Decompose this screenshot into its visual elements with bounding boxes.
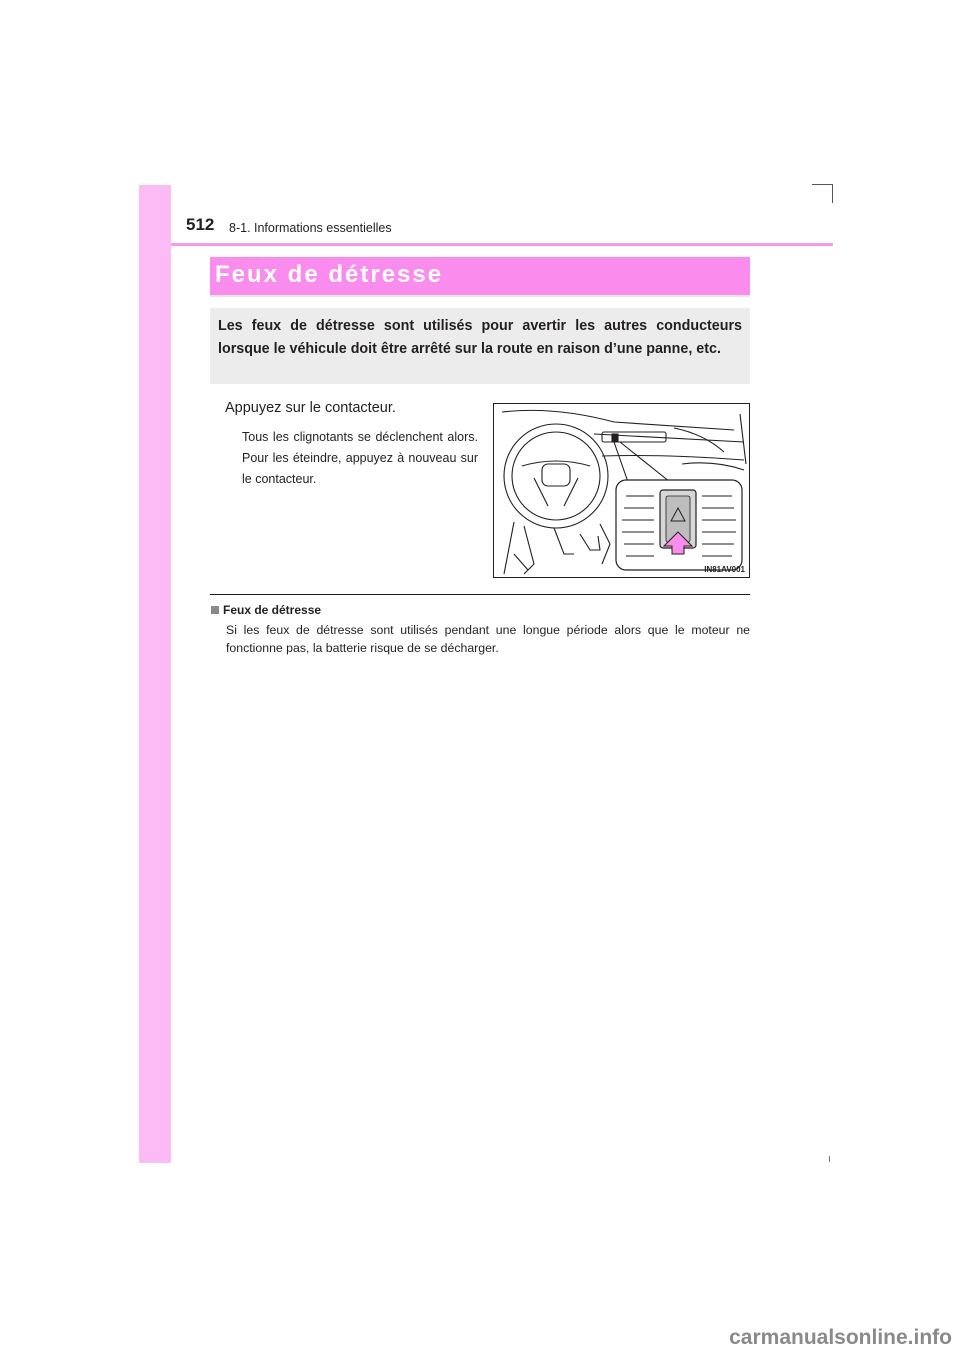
crop-tick (829, 1156, 830, 1162)
intro-box (210, 308, 750, 384)
note-heading-text: Feux de détresse (223, 603, 322, 617)
side-color-band (139, 185, 171, 1163)
note-divider (210, 594, 750, 595)
page-title: Feux de détresse (215, 261, 444, 288)
header-rule (171, 243, 833, 246)
illustration-code: IN81AV001 (704, 565, 745, 574)
intro-text: Les feux de détresse sont utilisés pour avertir les autres conducteurs lorsque le véhicule doit être arrêté sur la route en raison d’une panne, etc. (218, 318, 742, 357)
crop-mark (812, 184, 833, 203)
watermark: carmanualsonline.info (729, 1326, 952, 1349)
dashboard-drawing (494, 404, 749, 577)
title-bar (210, 257, 750, 295)
step-instruction: Appuyez sur le contacteur. (225, 400, 396, 416)
square-bullet-icon (211, 606, 219, 614)
section-label: 8-1. Informations essentielles (229, 221, 392, 235)
note-text: Si les feux de détresse sont utilisés pendant une longue période alors que le moteur ne fonctionne pas, la batterie risque de se décharger. (226, 623, 750, 655)
dashboard-illustration (493, 403, 750, 578)
note-heading (211, 603, 321, 617)
step-note: Tous les clignotants se déclenchent alors. Pour les éteindre, appuyez à nouveau sur le contacteur. (242, 430, 478, 486)
page-number: 512 (186, 215, 215, 234)
